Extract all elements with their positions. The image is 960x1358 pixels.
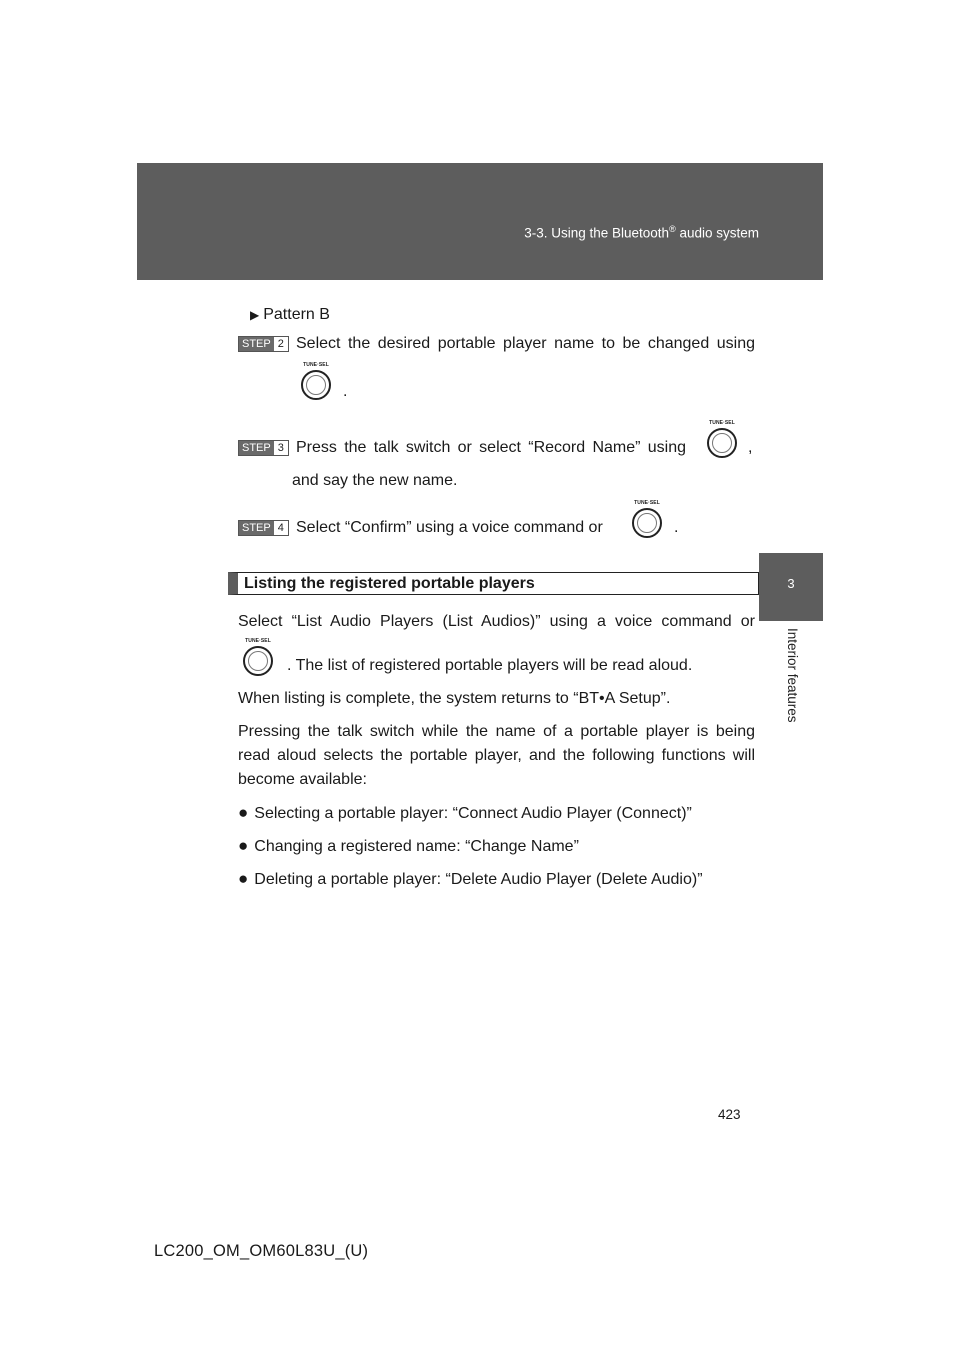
play-arrow-icon: ▶ [250, 308, 260, 322]
step-3-comma: , [748, 439, 753, 456]
step-3-line2: and say the new name. [292, 472, 458, 489]
step-4-text: Select “Confirm” using a voice command or [296, 519, 603, 536]
registered-mark: ® [669, 224, 676, 234]
list-item: ● Changing a registered name: “Change Name” [238, 836, 579, 855]
tune-sel-knob-icon: TUNE·SEL [294, 362, 338, 408]
pattern-label: ▶ Pattern B [250, 306, 330, 323]
step-3-badge: STEP 3 [238, 440, 289, 456]
step-3-text: Press the talk switch or select “Record Name” using [296, 439, 686, 456]
para-2: When listing is complete, the system returns to “BT•A Setup”. [238, 690, 671, 707]
chapter-label: Interior features [785, 628, 800, 723]
list-item: ● Selecting a portable player: “Connect Audio Player (Connect)” [238, 803, 692, 822]
para-3-line-3: become available: [238, 771, 367, 788]
bullet-icon: ● [238, 869, 249, 888]
section-header-band [137, 163, 823, 280]
section-heading: Listing the registered portable players [228, 572, 759, 595]
bullet-icon: ● [238, 836, 249, 855]
step-2-end: . [343, 383, 348, 400]
tune-sel-knob-icon: TUNE·SEL [236, 638, 280, 684]
step-4-period: . [674, 519, 679, 536]
para-1-line-2: . The list of registered portable players will be read aloud. [287, 657, 693, 674]
para-1-line-1: Select “List Audio Players (List Audios)” using a voice command or [238, 613, 755, 630]
chapter-number: 3 [787, 576, 795, 591]
para-3-line-1: Pressing the talk switch while the name of a portable player is being [238, 723, 755, 740]
step-2-badge: STEP 2 [238, 336, 289, 352]
step-2-text: Select the desired portable player name to be changed using [296, 335, 755, 352]
tune-sel-knob-icon: TUNE·SEL [700, 420, 744, 466]
list-item: ● Deleting a portable player: “Delete Audio Player (Delete Audio)” [238, 869, 703, 888]
document-code: LC200_OM_OM60L83U_(U) [154, 1242, 369, 1260]
section-title: 3-3. Using the Bluetooth® audio system [524, 224, 759, 241]
chapter-tab [759, 553, 823, 621]
bullet-icon: ● [238, 803, 249, 822]
para-3-line-2: read aloud selects the portable player, and the following functions will [238, 747, 755, 764]
tune-sel-knob-icon: TUNE·SEL [625, 500, 669, 546]
step-4-badge: STEP 4 [238, 520, 289, 536]
page-number: 423 [718, 1107, 741, 1122]
